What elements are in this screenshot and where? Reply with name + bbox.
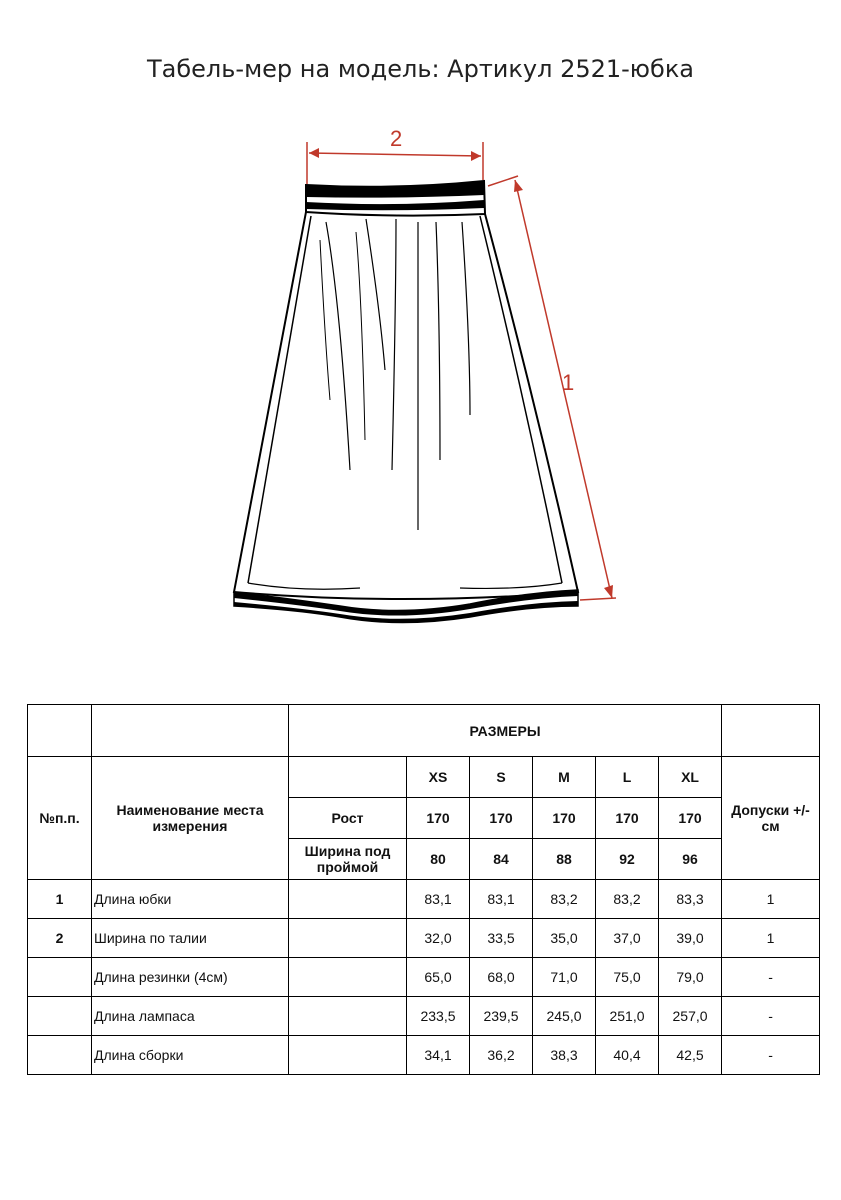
row-value: 79,0 bbox=[659, 958, 722, 997]
table-row bbox=[28, 919, 820, 958]
row-value: 36,2 bbox=[470, 1036, 533, 1075]
row-value: 245,0 bbox=[533, 997, 596, 1036]
row-value: 34,1 bbox=[407, 1036, 470, 1075]
row-value: 257,0 bbox=[659, 997, 722, 1036]
page-title: Табель-мер на модель: Артикул 2521-юбка bbox=[146, 55, 695, 83]
number-header: №п.п. bbox=[28, 757, 92, 880]
row-number: 1 bbox=[28, 880, 92, 919]
row-number bbox=[28, 997, 92, 1036]
table-row bbox=[28, 1036, 820, 1075]
height-s: 170 bbox=[470, 798, 533, 839]
row-value: 65,0 bbox=[407, 958, 470, 997]
height-xs: 170 bbox=[407, 798, 470, 839]
row-tolerance: - bbox=[722, 958, 820, 997]
row-number bbox=[28, 958, 92, 997]
size-m: M bbox=[533, 757, 596, 798]
measurement-name-header: Наименование места измерения bbox=[92, 757, 289, 880]
row-value: 32,0 bbox=[407, 919, 470, 958]
height-l: 170 bbox=[596, 798, 659, 839]
row-tolerance: 1 bbox=[722, 880, 820, 919]
row-value: 37,0 bbox=[596, 919, 659, 958]
row-tolerance: - bbox=[722, 1036, 820, 1075]
width-xs: 80 bbox=[407, 839, 470, 880]
row-number: 2 bbox=[28, 919, 92, 958]
dimension-2-label: 2 bbox=[390, 126, 403, 151]
row-value: 251,0 bbox=[596, 997, 659, 1036]
row-name: Длина сборки bbox=[92, 1036, 289, 1075]
size-chart-table bbox=[27, 704, 820, 1075]
width-s: 84 bbox=[470, 839, 533, 880]
row-value: 83,1 bbox=[407, 880, 470, 919]
row-number bbox=[28, 1036, 92, 1075]
row-name: Длина резинки (4см) bbox=[92, 958, 289, 997]
row-name: Длина лампаса bbox=[92, 997, 289, 1036]
header-row-size-names bbox=[28, 757, 820, 798]
row-tolerance: - bbox=[722, 997, 820, 1036]
row-value: 233,5 bbox=[407, 997, 470, 1036]
tolerance-header: Допуски +/- см bbox=[722, 757, 820, 880]
table-row bbox=[28, 997, 820, 1036]
row-value: 68,0 bbox=[470, 958, 533, 997]
header-row-sizes bbox=[28, 705, 820, 757]
row-name: Длина юбки bbox=[92, 880, 289, 919]
size-s: S bbox=[470, 757, 533, 798]
width-xl: 96 bbox=[659, 839, 722, 880]
row-tolerance: 1 bbox=[722, 919, 820, 958]
size-xl: XL bbox=[659, 757, 722, 798]
width-m: 88 bbox=[533, 839, 596, 880]
width-label: Ширина под проймой bbox=[289, 839, 407, 880]
table-row bbox=[28, 958, 820, 997]
height-m: 170 bbox=[533, 798, 596, 839]
dimension-1-label: 1 bbox=[562, 370, 575, 395]
size-l: L bbox=[596, 757, 659, 798]
row-value: 71,0 bbox=[533, 958, 596, 997]
row-value: 75,0 bbox=[596, 958, 659, 997]
row-value: 239,5 bbox=[470, 997, 533, 1036]
row-value: 33,5 bbox=[470, 919, 533, 958]
skirt-sketch bbox=[0, 110, 841, 650]
row-name: Ширина по талии bbox=[92, 919, 289, 958]
table-row bbox=[28, 880, 820, 919]
row-value: 83,1 bbox=[470, 880, 533, 919]
sizes-header: РАЗМЕРЫ bbox=[289, 705, 722, 757]
width-l: 92 bbox=[596, 839, 659, 880]
row-value: 40,4 bbox=[596, 1036, 659, 1075]
row-value: 83,2 bbox=[596, 880, 659, 919]
row-value: 39,0 bbox=[659, 919, 722, 958]
height-xl: 170 bbox=[659, 798, 722, 839]
row-value: 83,2 bbox=[533, 880, 596, 919]
height-label: Рост bbox=[289, 798, 407, 839]
row-value: 83,3 bbox=[659, 880, 722, 919]
row-value: 42,5 bbox=[659, 1036, 722, 1075]
row-value: 35,0 bbox=[533, 919, 596, 958]
size-xs: XS bbox=[407, 757, 470, 798]
row-value: 38,3 bbox=[533, 1036, 596, 1075]
